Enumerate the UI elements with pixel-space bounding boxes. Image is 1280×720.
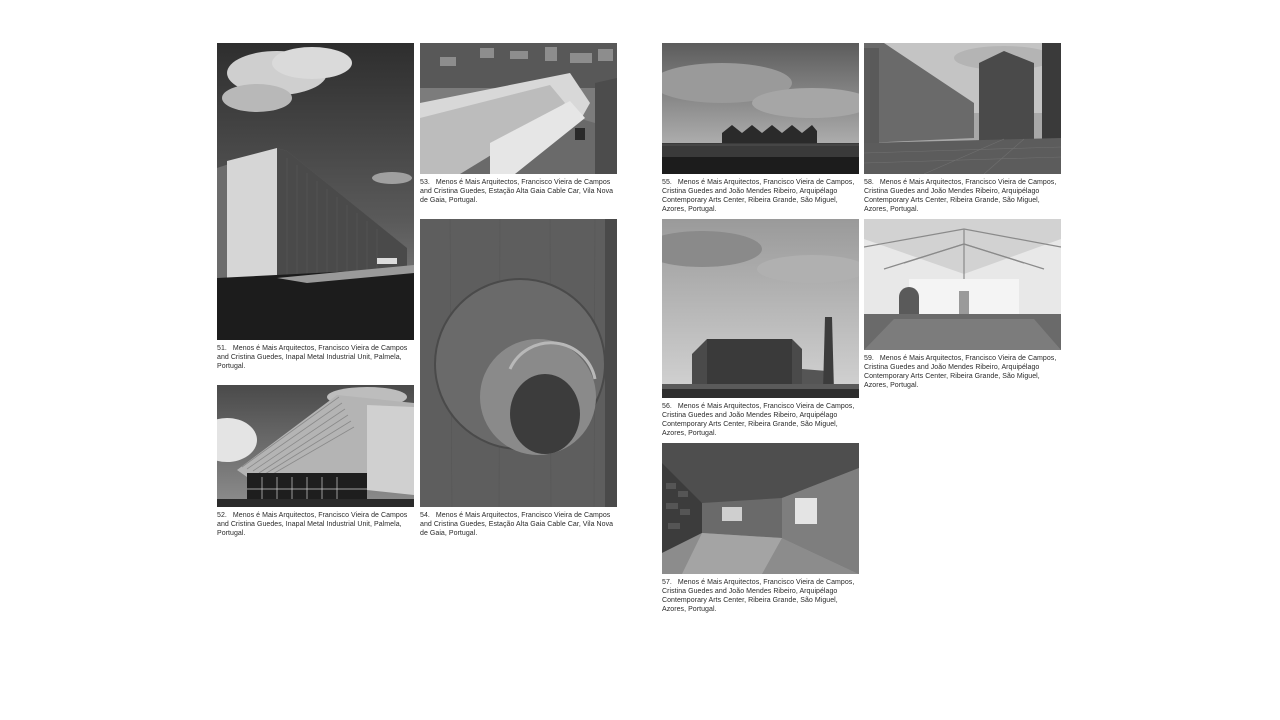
plate-number: 53. [420, 179, 430, 186]
photo-52 [217, 385, 414, 507]
plate-number: 51. [217, 345, 227, 352]
caption-51 [217, 344, 416, 371]
photo-55 [662, 43, 859, 174]
caption-58 [864, 178, 1063, 214]
caption-text: Menos é Mais Arquitectos, Francisco Vieira de Campos and Cristina Guedes, Estação Alta Gaia Cable Car, Vila Nova de Gaia, Portugal. [420, 179, 614, 204]
caption-text: Menos é Mais Arquitectos, Francisco Vieira de Campos and Cristina Guedes, Estação Alta Gaia Cable Car, Vila Nova de Gaia, Portugal. [420, 512, 614, 537]
caption-text: Menos é Mais Arquitectos, Francisco Vieira de Campos, Cristina Guedes and João Mendes Ribeiro, Arquipélago Contemporary Arts Center, Ribeira Grande, São Miguel, Azores, Portugal. [662, 403, 855, 437]
caption-text: Menos é Mais Arquitectos, Francisco Vieira de Campos, Cristina Guedes and João Mendes Ribeiro, Arquipélago Contemporary Arts Center, Ribeira Grande, São Miguel, Azores, Portugal. [662, 179, 855, 213]
caption-text: Menos é Mais Arquitectos, Francisco Vieira de Campos and Cristina Guedes, Inapal Metal Industrial Unit, Palmela, Portugal. [217, 512, 408, 537]
caption-text: Menos é Mais Arquitectos, Francisco Vieira de Campos, Cristina Guedes and João Mendes Ribeiro, Arquipélago Contemporary Arts Center, Ribeira Grande, São Miguel, Azores, Portugal. [864, 179, 1057, 213]
caption-text: Menos é Mais Arquitectos, Francisco Vieira de Campos, Cristina Guedes and João Mendes Ribeiro, Arquipélago Contemporary Arts Center, Ribeira Grande, São Miguel, Azores, Portugal. [864, 355, 1057, 389]
caption-57 [662, 578, 861, 614]
photo-53 [420, 43, 617, 174]
caption-59 [864, 354, 1063, 390]
photo-57 [662, 443, 859, 574]
plate-number: 56. [662, 403, 672, 410]
caption-text: Menos é Mais Arquitectos, Francisco Vieira de Campos, Cristina Guedes and João Mendes Ribeiro, Arquipélago Contemporary Arts Center, Ribeira Grande, São Miguel, Azores, Portugal. [662, 579, 855, 613]
caption-54 [420, 511, 619, 538]
plate-number: 52. [217, 512, 227, 519]
plate-number: 59. [864, 355, 874, 362]
plate-number: 58. [864, 179, 874, 186]
caption-56 [662, 402, 861, 438]
photo-54 [420, 219, 617, 507]
plate-number: 54. [420, 512, 430, 519]
photo-58 [864, 43, 1061, 174]
caption-text: Menos é Mais Arquitectos, Francisco Vieira de Campos and Cristina Guedes, Inapal Metal Industrial Unit, Palmela, Portugal. [217, 345, 408, 370]
caption-55 [662, 178, 861, 214]
photo-51 [217, 43, 414, 340]
photo-56 [662, 219, 859, 398]
plate-number: 55. [662, 179, 672, 186]
plate-number: 57. [662, 579, 672, 586]
caption-53 [420, 178, 619, 205]
caption-52 [217, 511, 416, 538]
photo-59 [864, 219, 1061, 350]
